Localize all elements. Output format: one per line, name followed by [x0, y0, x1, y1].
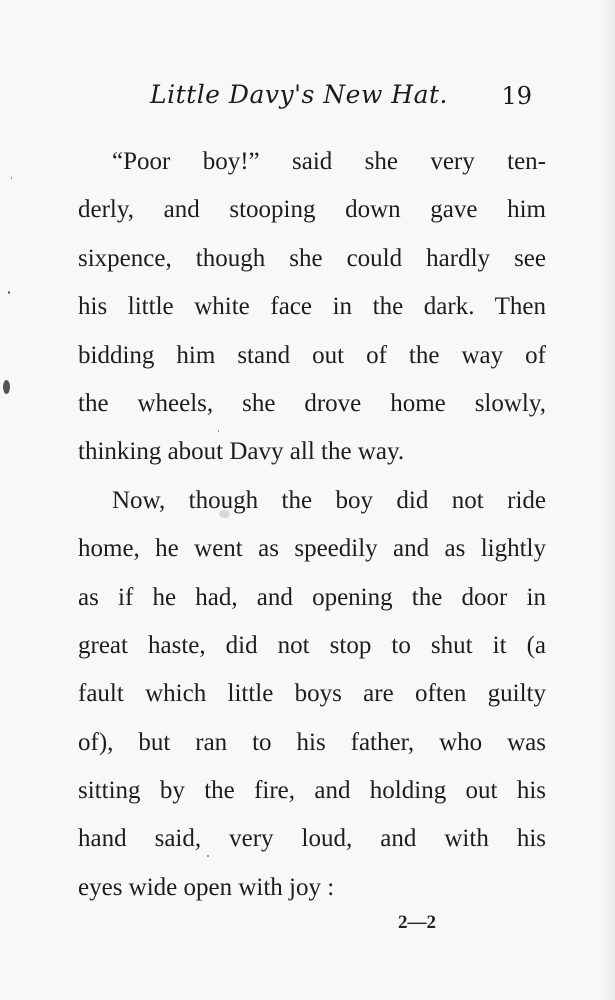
text-line-10: as if he had, and opening the door in	[78, 583, 546, 611]
paper-smudge-mark	[219, 510, 230, 518]
text-line-14: sitting by the fire, and holding out his	[78, 777, 546, 805]
page-edge-shadow	[597, 0, 615, 1000]
text-line-9: home, he went as speedily and as lightly	[78, 535, 546, 563]
text-line-6: the wheels, she drove home slowly,	[78, 389, 546, 417]
text-line-2: derly, and stooping down gave him	[78, 196, 546, 224]
scan-speck-mark	[11, 177, 12, 179]
text-line-8: Now, though the boy did not ride	[112, 486, 546, 514]
text-line-7: thinking about Davy all the way.	[78, 438, 405, 466]
body-text	[78, 138, 546, 912]
scan-speck-mark	[8, 291, 10, 294]
scan-speck-mark	[218, 430, 219, 432]
text-line-4: his little white face in the dark. Then	[78, 293, 546, 321]
text-line-16: eyes wide open with joy :	[78, 873, 335, 901]
text-line-5: bidding him stand out of the way of	[78, 341, 546, 369]
running-title: Little Davy's New Hat.	[150, 80, 448, 109]
text-line-1: “Poor boy!” said she very ten-	[112, 148, 546, 175]
printer-signature-mark: 2—2	[398, 912, 436, 933]
text-line-12: fault which little boys are often guilty	[78, 680, 546, 708]
text-line-13: of), but ran to his father, who was	[78, 728, 546, 756]
scan-speck-mark	[3, 380, 10, 394]
page-header	[150, 80, 540, 116]
text-line-15: hand said, very loud, and with his	[78, 825, 546, 853]
text-line-11: great haste, did not stop to shut it (a	[78, 631, 546, 659]
scan-speck-mark	[207, 855, 209, 857]
page-number: 19	[501, 82, 532, 110]
text-line-3: sixpence, though she could hardly see	[78, 244, 546, 272]
